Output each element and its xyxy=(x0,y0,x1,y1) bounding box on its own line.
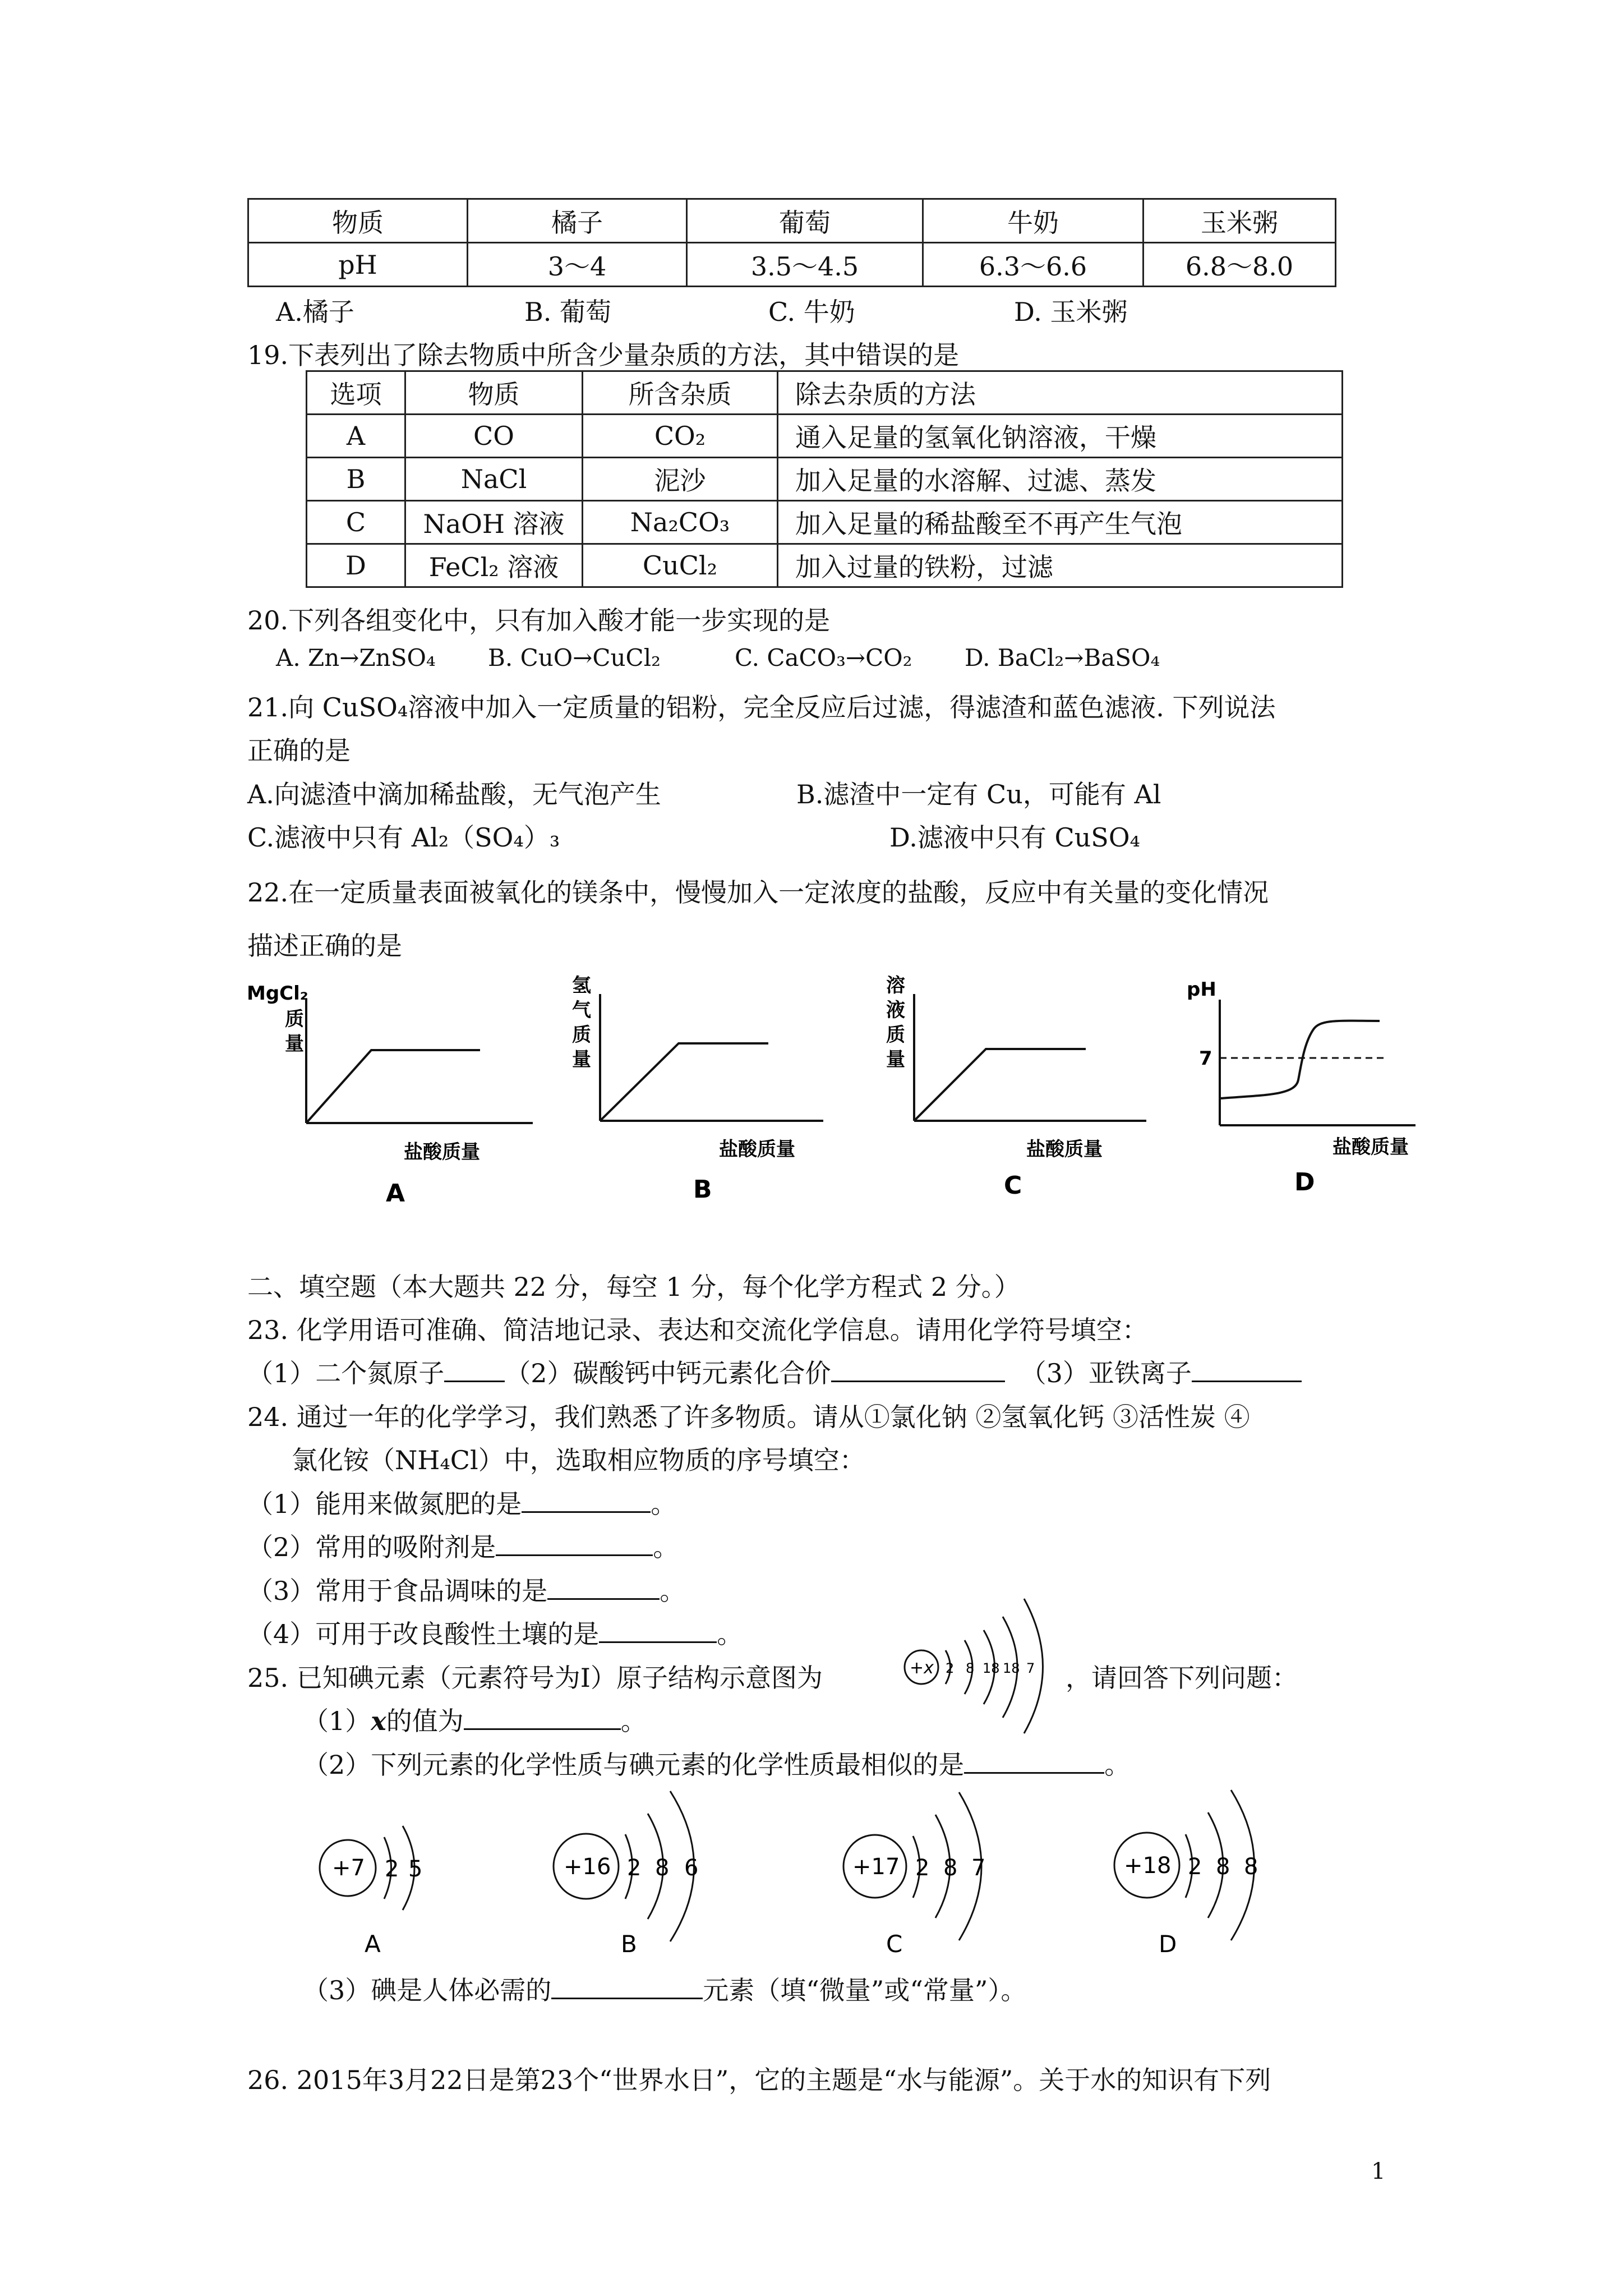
atom-d-letter: D xyxy=(1159,1930,1177,1958)
chart-c-ylabel: 溶 xyxy=(886,974,905,997)
chart-c-curve xyxy=(914,1049,1086,1121)
chart-a-letter: A xyxy=(386,1179,405,1208)
atom-c-shell-count: 7 xyxy=(971,1855,986,1881)
chart-b xyxy=(572,974,823,1204)
q23-stem: 23. 化学用语可准确、简洁地记录、表达和交流化学信息。请用化学符号填空： xyxy=(247,1315,1148,1345)
q24-item-end: 。 xyxy=(660,1576,686,1606)
q24-answer-blank-2[interactable] xyxy=(496,1532,653,1556)
q25-part1 xyxy=(303,1701,647,1738)
chart-d-xlabel: 盐酸质量 xyxy=(1332,1136,1409,1158)
q23-line xyxy=(247,1353,1302,1390)
atom-d xyxy=(1114,1790,1258,1958)
ph-table-cell: 3.5～4.5 xyxy=(687,243,923,287)
ph-table-header: 牛奶 xyxy=(923,199,1144,243)
q19-cell: C xyxy=(307,501,405,544)
q24-item-label: （2）常用的吸附剂是 xyxy=(247,1532,496,1562)
q19-cell: 泥沙 xyxy=(583,458,778,501)
chart-b-letter: B xyxy=(693,1175,712,1204)
chart-c xyxy=(886,974,1146,1200)
chart-a xyxy=(247,982,533,1208)
chart-a-ylabel: 量 xyxy=(285,1033,304,1055)
atom-b-letter: B xyxy=(621,1930,637,1958)
q24-stem-cont: 氯化铵（NH₄Cl）中，选取相应物质的序号填空： xyxy=(292,1445,865,1475)
atom-b xyxy=(554,1791,698,1958)
q23-part2: （2）碳酸钙中钙元素化合价 xyxy=(505,1358,831,1388)
ph-table-header: 橘子 xyxy=(468,199,687,243)
q24-item-label: （4）可用于改良酸性土壤的是 xyxy=(247,1619,600,1649)
q25-part3-text: （3）碘是人体必需的 xyxy=(303,1975,552,2005)
q22-stem: 22.在一定质量表面被氧化的镁条中，慢慢加入一定浓度的盐酸，反应中有关量的变化情况 xyxy=(247,877,1269,908)
q25-atom-options xyxy=(308,1770,1318,1961)
q18-option-d: D. 玉米粥 xyxy=(1014,297,1128,327)
chart-c-ylabel: 液 xyxy=(886,999,905,1022)
atom-b-nucleus-label: +16 xyxy=(564,1854,611,1880)
q22-stem-cont: 描述正确的是 xyxy=(247,931,402,961)
q22-charts xyxy=(241,965,1430,1223)
q23-answer-blank-1[interactable] xyxy=(444,1358,505,1382)
q18-option-a: A.橘子 xyxy=(276,297,354,327)
iodine-shell-count: 18 xyxy=(983,1660,1000,1676)
chart-d xyxy=(1187,978,1415,1197)
ph-table-cell: 6.8～8.0 xyxy=(1144,243,1336,287)
q19-cell: 加入过量的铁粉，过滤 xyxy=(778,544,1343,587)
q23-part3: （3）亚铁离子 xyxy=(1020,1358,1192,1388)
chart-a-ylabel: 质 xyxy=(285,1008,304,1030)
q19-cell: B xyxy=(307,458,405,501)
q24-item-end: 。 xyxy=(653,1532,679,1562)
q19-cell: Na₂CO₃ xyxy=(583,501,778,544)
ph-table-cell: 3～4 xyxy=(468,243,687,287)
ph-table-cell: 6.3～6.6 xyxy=(923,243,1144,287)
q25-answer-blank-3[interactable] xyxy=(551,1975,703,1999)
chart-a-xlabel: 盐酸质量 xyxy=(404,1141,480,1163)
chart-b-ylabel: 氢 xyxy=(572,974,591,997)
q25-part1-prefix: （1） xyxy=(303,1706,371,1736)
q19-stem: 19.下表列出了除去物质中所含少量杂质的方法，其中错误的是 xyxy=(247,340,960,370)
q18-option-c: C. 牛奶 xyxy=(768,297,855,327)
q25-part3 xyxy=(303,1970,1026,2007)
q20-option-b: B. CuO→CuCl₂ xyxy=(488,644,661,671)
q21-stem-cont: 正确的是 xyxy=(247,735,351,766)
chart-b-ylabel: 气 xyxy=(572,999,591,1022)
atom-d-nucleus-label: +18 xyxy=(1124,1853,1172,1879)
q19-header: 选项 xyxy=(307,371,405,415)
q21-option-b: B.滤渣中一定有 Cu，可能有 Al xyxy=(796,779,1161,809)
q25-stem-cont: ，请回答下列问题： xyxy=(1066,1663,1298,1693)
q19-header: 所含杂质 xyxy=(583,371,778,415)
q23-answer-blank-3[interactable] xyxy=(1192,1358,1302,1382)
chart-d-curve xyxy=(1220,1021,1380,1098)
iodine-atom-diagram xyxy=(902,1594,1064,1734)
chart-d-letter: D xyxy=(1294,1168,1315,1197)
q19-cell: 加入足量的水溶解、过滤、蒸发 xyxy=(778,458,1343,501)
atom-c-nucleus-label: +17 xyxy=(852,1854,900,1880)
q20-option-c: C. CaCO₃→CO₂ xyxy=(735,644,912,671)
q19-header: 除去杂质的方法 xyxy=(778,371,1343,415)
q25-answer-blank-1[interactable] xyxy=(464,1706,621,1730)
q24-item xyxy=(247,1614,743,1651)
q21-option-d: D.滤液中只有 CuSO₄ xyxy=(889,822,1140,853)
q19-cell: A xyxy=(307,415,405,458)
q23-part1: （1）二个氮原子 xyxy=(247,1358,445,1388)
q24-answer-blank-4[interactable] xyxy=(599,1619,717,1643)
q19-cell: CO₂ xyxy=(583,415,778,458)
atom-c-shell-count: 2 xyxy=(915,1855,930,1881)
ph-table-header: 葡萄 xyxy=(687,199,923,243)
page-number: 1 xyxy=(1371,2159,1386,2184)
q19-cell: 加入足量的稀盐酸至不再产生气泡 xyxy=(778,501,1343,544)
atom-a-shell-count: 5 xyxy=(408,1856,423,1882)
q25-part1-end: 。 xyxy=(620,1706,647,1736)
q25-stem: 25. 已知碘元素（元素符号为I）原子结构示意图为 xyxy=(247,1663,823,1693)
iodine-shell-count: 2 xyxy=(946,1660,955,1676)
ph-table xyxy=(247,198,1336,287)
q21-option-a: A.向滤渣中滴加稀盐酸，无气泡产生 xyxy=(247,779,661,809)
q26-stem: 26. 2015年3月22日是第23个“世界水日”，它的主题是“水与能源”。关于水的知识有下列 xyxy=(247,2065,1271,2095)
q24-answer-blank-1[interactable] xyxy=(522,1489,651,1513)
q24-item-end: 。 xyxy=(717,1619,743,1649)
q19-cell: D xyxy=(307,544,405,587)
q21-option-c: C.滤液中只有 Al₂（SO₄）₃ xyxy=(247,822,560,853)
atom-b-shell-count: 2 xyxy=(627,1855,642,1881)
chart-c-letter: C xyxy=(1004,1171,1022,1200)
iodine-shell-count: 8 xyxy=(966,1660,975,1676)
ph-table-header: 物质 xyxy=(248,199,468,243)
chart-b-curve xyxy=(600,1043,768,1121)
q21-stem: 21.向 CuSO₄溶液中加入一定质量的铝粉，完全反应后过滤，得滤渣和蓝色滤液. 下列说法 xyxy=(247,692,1276,723)
q24-item-end: 。 xyxy=(651,1489,677,1519)
chart-a-ylabel: MgCl₂ xyxy=(247,982,308,1005)
chart-c-xlabel: 盐酸质量 xyxy=(1026,1138,1103,1161)
section-heading: 二、填空题（本大题共 22 分，每空 1 分，每个化学方程式 2 分。） xyxy=(247,1272,1020,1302)
q23-answer-blank-2[interactable] xyxy=(831,1358,1005,1382)
q24-item xyxy=(247,1484,676,1521)
atom-a-letter: A xyxy=(365,1930,381,1958)
chart-d-ylabel: pH xyxy=(1187,978,1216,1001)
iodine-shell-count: 7 xyxy=(1026,1660,1035,1676)
chart-d-ref-label: 7 xyxy=(1199,1047,1212,1070)
q24-item xyxy=(247,1571,685,1608)
q25-part1-text: 的值为 xyxy=(386,1706,464,1736)
q24-item-label: （1）能用来做氮肥的是 xyxy=(247,1489,522,1519)
iodine-shell-count: 18 xyxy=(1003,1660,1020,1676)
q20-stem: 20.下列各组变化中，只有加入酸才能一步实现的是 xyxy=(247,605,831,636)
q24-stem: 24. 通过一年的化学学习，我们熟悉了许多物质。请从①氯化钠 ②氢氧化钙 ③活性炭 ④ xyxy=(247,1402,1250,1432)
atom-c-shell-count: 8 xyxy=(943,1855,958,1881)
q24-answer-blank-3[interactable] xyxy=(547,1576,660,1600)
atom-d-shell-count: 8 xyxy=(1216,1854,1230,1880)
q25-part3-end: 元素（填“微量”或“常量”）。 xyxy=(703,1975,1027,2005)
chart-c-ylabel: 量 xyxy=(886,1048,905,1071)
q25-part2-end: 。 xyxy=(1104,1750,1131,1780)
atom-d-shell-count: 8 xyxy=(1244,1854,1258,1880)
ph-table-header: 玉米粥 xyxy=(1144,199,1336,243)
chart-a-curve xyxy=(306,1050,480,1123)
atom-c-letter: C xyxy=(886,1930,903,1958)
chart-c-ylabel: 质 xyxy=(886,1024,905,1046)
chart-b-xlabel: 盐酸质量 xyxy=(719,1138,795,1161)
q24-item xyxy=(247,1527,679,1564)
chart-b-ylabel: 质 xyxy=(572,1024,591,1046)
q19-cell: NaOH 溶液 xyxy=(405,501,583,544)
chart-b-ylabel: 量 xyxy=(572,1048,591,1071)
q19-cell: FeCl₂ 溶液 xyxy=(405,544,583,587)
atom-c xyxy=(843,1792,985,1958)
atom-b-shell-count: 8 xyxy=(655,1855,670,1881)
q20-option-d: D. BaCl₂→BaSO₄ xyxy=(965,644,1160,671)
q24-item-label: （3）常用于食品调味的是 xyxy=(247,1576,548,1606)
ph-table-cell: pH xyxy=(248,243,468,287)
q19-cell: NaCl xyxy=(405,458,583,501)
atom-a-nucleus-label: +7 xyxy=(332,1855,365,1881)
q19-cell: 通入足量的氢氧化钠溶液，干燥 xyxy=(778,415,1343,458)
atom-a xyxy=(320,1826,422,1958)
atom-a-shell-count: 2 xyxy=(385,1856,399,1882)
atom-b-shell-count: 6 xyxy=(684,1855,699,1881)
iodine-nucleus-label: +x xyxy=(910,1658,934,1678)
q18-option-b: B. 葡萄 xyxy=(524,297,612,327)
q25-part2-text: （2）下列元素的化学性质与碘元素的化学性质最相似的是 xyxy=(303,1750,965,1780)
atom-d-shell-count: 2 xyxy=(1188,1854,1202,1880)
q20-option-a: A. Zn→ZnSO₄ xyxy=(276,644,436,671)
q19-table xyxy=(306,370,1343,588)
q25-variable-x: x xyxy=(371,1706,386,1736)
q19-cell: CuCl₂ xyxy=(583,544,778,587)
q19-header: 物质 xyxy=(405,371,583,415)
q19-cell: CO xyxy=(405,415,583,458)
